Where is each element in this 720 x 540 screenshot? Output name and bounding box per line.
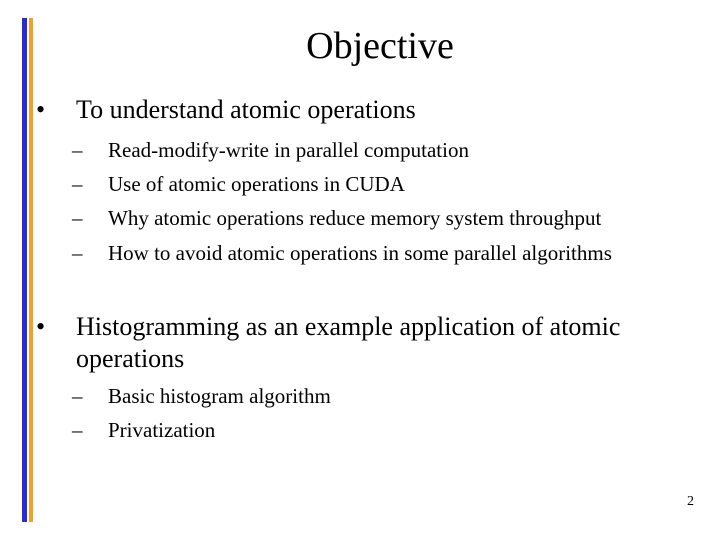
sub-item-text: Privatization [108, 418, 216, 442]
slide-title: Objective [306, 25, 454, 67]
bullet-text-line-1: Histogramming as an example application of atomic [76, 312, 621, 341]
accent-bar-blue [22, 18, 27, 522]
accent-bar-orange [29, 18, 33, 522]
sub-item-text: Read-modify-write in parallel computation [108, 138, 469, 162]
sub-item-text: Use of atomic operations in CUDA [108, 172, 405, 196]
sub-item-marker: – [72, 384, 83, 408]
sub-item-marker: – [72, 241, 83, 265]
bullet-text: To understand atomic operations [76, 95, 416, 124]
sub-item-text: Basic histogram algorithm [108, 384, 331, 408]
page-number: 2 [687, 494, 694, 509]
sub-item-text: How to avoid atomic operations in some parallel algorithms [108, 241, 612, 265]
bullet-marker: • [36, 312, 46, 341]
sub-item-text: Why atomic operations reduce memory system throughput [108, 206, 602, 230]
sub-item-marker: – [72, 206, 83, 230]
sub-item-marker: – [72, 138, 83, 162]
bullet-text-line-2: operations [76, 344, 185, 373]
sub-item-marker: – [72, 172, 83, 196]
sub-item-marker: – [72, 418, 83, 442]
bullet-marker: • [36, 95, 46, 124]
